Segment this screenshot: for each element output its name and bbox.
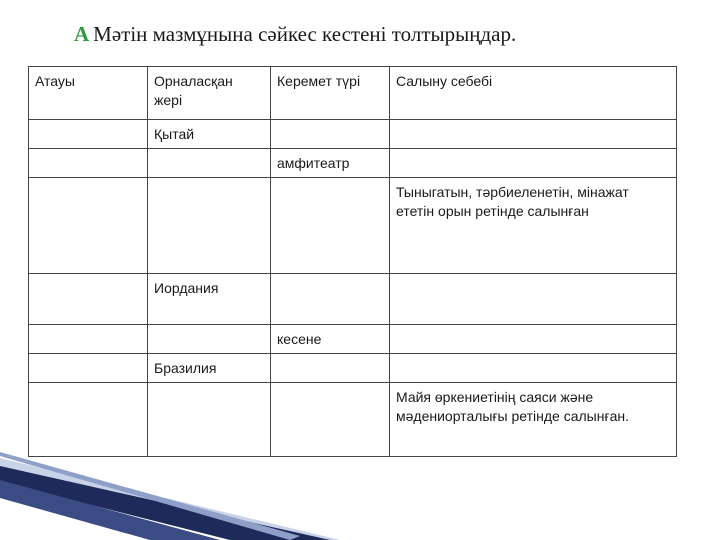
title-text: Мәтін мазмұнына сәйкес кестені толтырыңдар. [93,22,517,46]
table-cell[interactable] [148,178,271,274]
table-row [29,120,677,149]
table-cell[interactable] [390,274,677,325]
table-cell[interactable] [29,149,148,178]
table-cell[interactable] [271,274,390,325]
slide-title [74,22,516,47]
table-cell: Майя өркениетінің саяси және мәдениорталығы ретінде салынған. [390,383,677,457]
table-cell: амфитеатр [271,149,390,178]
table-cell: Қытай [148,120,271,149]
table-cell[interactable] [390,120,677,149]
header-location: Орналасқан жері [148,67,271,120]
table-cell[interactable] [390,325,677,354]
header-wonder-type: Керемет түрі [271,67,390,120]
table-cell[interactable] [271,354,390,383]
table-cell[interactable] [271,120,390,149]
table-cell[interactable] [148,149,271,178]
table-cell[interactable] [29,120,148,149]
table-row [29,178,677,274]
task-table [28,66,677,457]
header-reason: Салыну себебі [390,67,677,120]
table-cell: Иордания [148,274,271,325]
table-row [29,325,677,354]
table-cell: кесене [271,325,390,354]
table-cell[interactable] [390,149,677,178]
table-cell[interactable] [29,274,148,325]
header-name: Атауы [29,67,148,120]
table-cell[interactable] [271,178,390,274]
table-cell[interactable] [29,354,148,383]
table-row [29,274,677,325]
table-cell: Тыныгатын, тәрбиеленетін, мінажат ететін орын ретінде салынған [390,178,677,274]
table-row [29,354,677,383]
table-row [29,149,677,178]
title-marker: А [74,22,90,46]
table-cell[interactable] [29,325,148,354]
decorative-swoosh [0,440,340,540]
table-cell: Бразилия [148,354,271,383]
table-cell[interactable] [148,325,271,354]
table-cell[interactable] [29,178,148,274]
table-header-row [29,67,677,120]
table-cell[interactable] [390,354,677,383]
